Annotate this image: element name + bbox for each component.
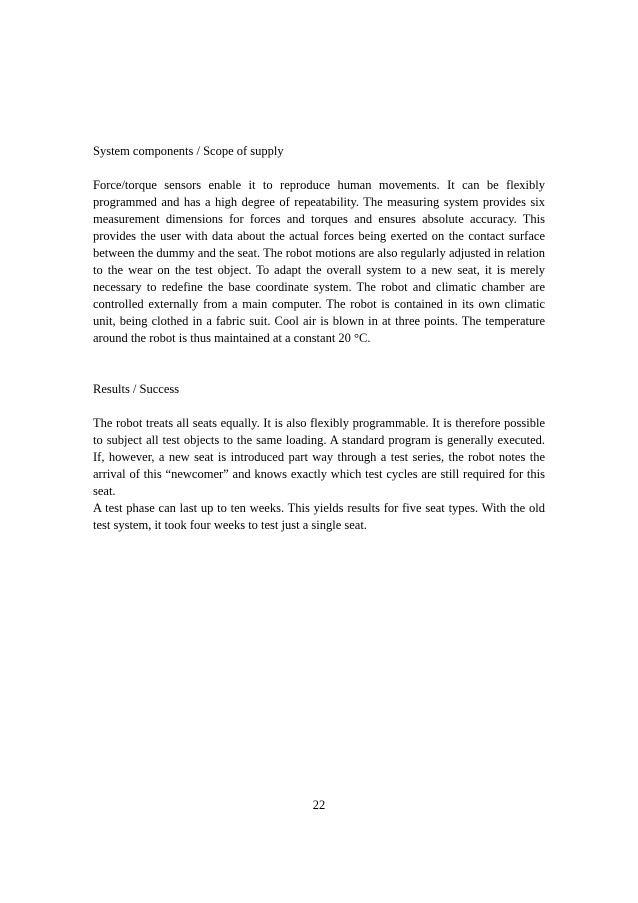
spacer (93, 160, 545, 177)
paragraph-results-2: A test phase can last up to ten weeks. This yields results for five seat types. With the old test system, it took four weeks to test just a single seat. (93, 501, 545, 532)
paragraph-system-components: Force/torque sensors enable it to reproduce human movements. It can be flexibly programmed and has a high degree of repeatability. The measuring system provides six measurement dimensions for forces and torques and ensures absolute accuracy. This provides the user with data about the actual forces being exerted on the contact surface between the dummy and the seat. The robot motions are also regularly adjusted in relation to the wear on the test object. To adapt the overall system to a new seat, it is merely necessary to redefine the base coordinate system. The robot and climatic chamber are controlled externally from a main computer. The robot is contained in its own climatic unit, being clothed in a fabric suit. Cool air is blown in at three points. The temperature around the robot is thus maintained at a constant 20 °C. (93, 178, 545, 345)
section-heading-system-components: System components / Scope of supply (93, 144, 284, 158)
spacer (93, 347, 545, 381)
spacer (93, 398, 545, 415)
section-heading-results: Results / Success (93, 382, 180, 396)
page-number: 22 (312, 798, 326, 812)
page-content (93, 143, 545, 534)
paragraph-results-1: The robot treats all seats equally. It is also flexibly programmable. It is therefore possible to subject all test objects to the same loading. A standard program is generally executed. If, however, a new seat is introduced part way through a test series, the robot notes the arrival of this “newcomer” and knows exactly which test cycles are still required for this seat. (93, 416, 545, 498)
